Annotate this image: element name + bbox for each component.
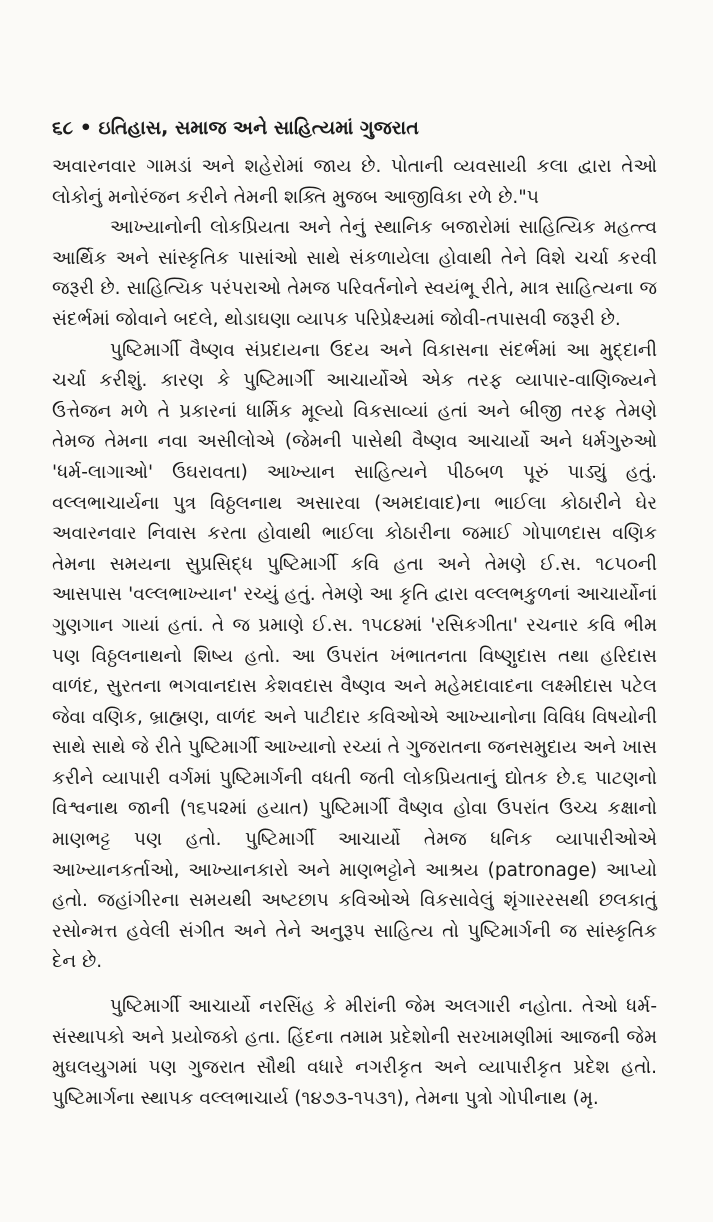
page-number: ૬૮ bbox=[52, 117, 74, 139]
header-separator: • bbox=[79, 117, 92, 139]
paragraph-pushtimarg-context: પુષ્ટિમાર્ગી વૈષ્ણવ સંપ્રદાયના ઉદય અને વિકાસના સંદર્ભમાં આ મુદ્દાની ચર્ચા કરીશું. કારણ કે પુષ્ટિમાર્ગી આચાર્યોએ એક તરફ વ્યાપાર-વાણિજ્યને ઉત્તેજન મળે તે પ્રકારનાં ધાર્મિક મૂલ્યો વિકસાવ્યાં હતાં અને બીજી તરફ તેમણે તેમજ તેમના નવા અસીલોએ (જેમની પાસેથી વૈષ્ણવ આચાર્યો અને ધર્મગુરુઓ 'ધર્મ-લાગાઓ' ઉઘરાવતા) આખ્યાન સાહિત્યને પીઠબળ પૂરું પાડ્યું હતું. વલ્લભાચાર્યના પુત્ર વિઠ્ઠલનાથ અસારવા (અમદાવાદ)ના ભાઈલા કોઠારીને ઘેર અવારનવાર નિવાસ કરતા હોવાથી ભાઈલા કોઠારીના જમાઈ ગોપાળદાસ વણિક તેમના સમયના સુપ્રસિદ્ધ પુષ્ટિમાર્ગી કવિ હતા અને તેમણે ઈ.સ. ૧૮૫૦ની આસપાસ 'વલ્લભાખ્યાન' રચ્યું હતું. તેમણે આ કૃતિ દ્વારા વલ્લભકુળનાં આચાર્યોનાં ગુણગાન ગાયાં હતાં. તે જ પ્રમાણે ઈ.સ. ૧૫૮૪માં 'રસિકગીતા' રચનાર કવિ ભીમ પણ વિઠ્ઠલનાથનો શિષ્ય હતો. આ ઉપરાંત ખંભાતનતા વિષ્ણુદાસ તથા હરિદાસ વાળંદ, સુરતના ભગવાનદાસ કેશવદાસ વૈષ્ણવ અને મહેમદાવાદના લક્ષ્મીદાસ પટેલ જેવા વણિક, બ્રાહ્મણ, વાળંદ અને પાટીદાર કવિઓએ આખ્યાનોના વિવિધ વિષયોની સાથે સાથે જે રીતે પુષ્ટિમાર્ગી આખ્યાનો રચ્યાં તે ગુજરાતના જનસમુદાય અને ખાસ કરીને વ્યાપારી વર્ગમાં પુષ્ટિમાર્ગની વધતી જતી લોકપ્રિયતાનું દ્યોતક છે.૬ પાટણનો વિશ્વનાથ જાની (૧૬૫૨માં હયાત) પુષ્ટિમાર્ગી વૈષ્ણવ હોવા ઉપરાંત ઉચ્ચ કક્ષાનો માણભટ્ટ પણ હતો. પુષ્ટિમાર્ગી આચાર્યો તેમજ ધનિક વ્યાપારીઓએ આખ્યાનકર્તાઓ, આખ્યાનકારો અને માણભટ્ટોને આશ્રય (patronage) આપ્યો હતો. જહાંગીરના સમયથી અષ્ટછાપ કવિઓએ વિકસાવેલું શૃંગારરસથી છલકાતું રસોન્મત્ત હવેલી સંગીત અને તેને અનુરૂપ સાહિત્ય તો પુષ્ટિમાર્ગની જ સાંસ્કૃતિક દેન છે. bbox=[52, 339, 657, 973]
paragraph-akhyana-popularity: આખ્યાનોની લોકપ્રિયતા અને તેનું સ્થાનિક બજારોમાં સાહિત્યિક મહત્ત્વ આર્થિક અને સાંસ્કૃતિક પાસાંઓ સાથે સંકળાયેલા હોવાથી તેને વિશે ચર્ચા કરવી જરૂરી છે. સાહિત્યિક પરંપરાઓ તેમજ પરિવર્તનોને સ્વયંભૂ રીતે, માત્ર સાહિત્યના જ સંદર્ભમાં જોવાને બદલે, થોડાઘણા વ્યાપક પરિપ્રેક્ષ્યમાં જોવી-તપાસવી જરૂરી છે. bbox=[52, 217, 657, 330]
paragraph-pushtimarg-acharyas: પુષ્ટિમાર્ગી આચાર્યો નરસિંહ કે મીરાંની જેમ અલગારી નહોતા. તેઓ ધર્મ-સંસ્થાપકો અને પ્રયોજકો હતા. હિંદના તમામ પ્રદેશોની સરખામણીમાં આજની જેમ મુઘલયુગમાં પણ ગુજરાત સૌથી વધારે નગરીકૃત અને વ્યાપારીકૃત પ્રદેશ હતો. પુષ્ટિમાર્ગના સ્થાપક વલ્લભાચાર્ય (૧૪૭૩-૧૫૩૧), તેમના પુત્રો ગોપીનાથ (મૃ. bbox=[52, 996, 657, 1109]
body-text bbox=[52, 152, 657, 1114]
book-title: ઇતિહાસ, સમાજ અને સાહિત્યમાં ગુજરાત bbox=[98, 117, 419, 139]
running-header bbox=[52, 114, 692, 142]
paragraph-continuation: અવારનવાર ગામડાં અને શહેરોમાં જાય છે. પોતાની વ્યવસાયી કલા દ્વારા તેઓ લોકોનું મનોરંજન કરીને તેમની શક્તિ મુજબ આજીવિકા રળે છે."૫ bbox=[52, 156, 657, 208]
